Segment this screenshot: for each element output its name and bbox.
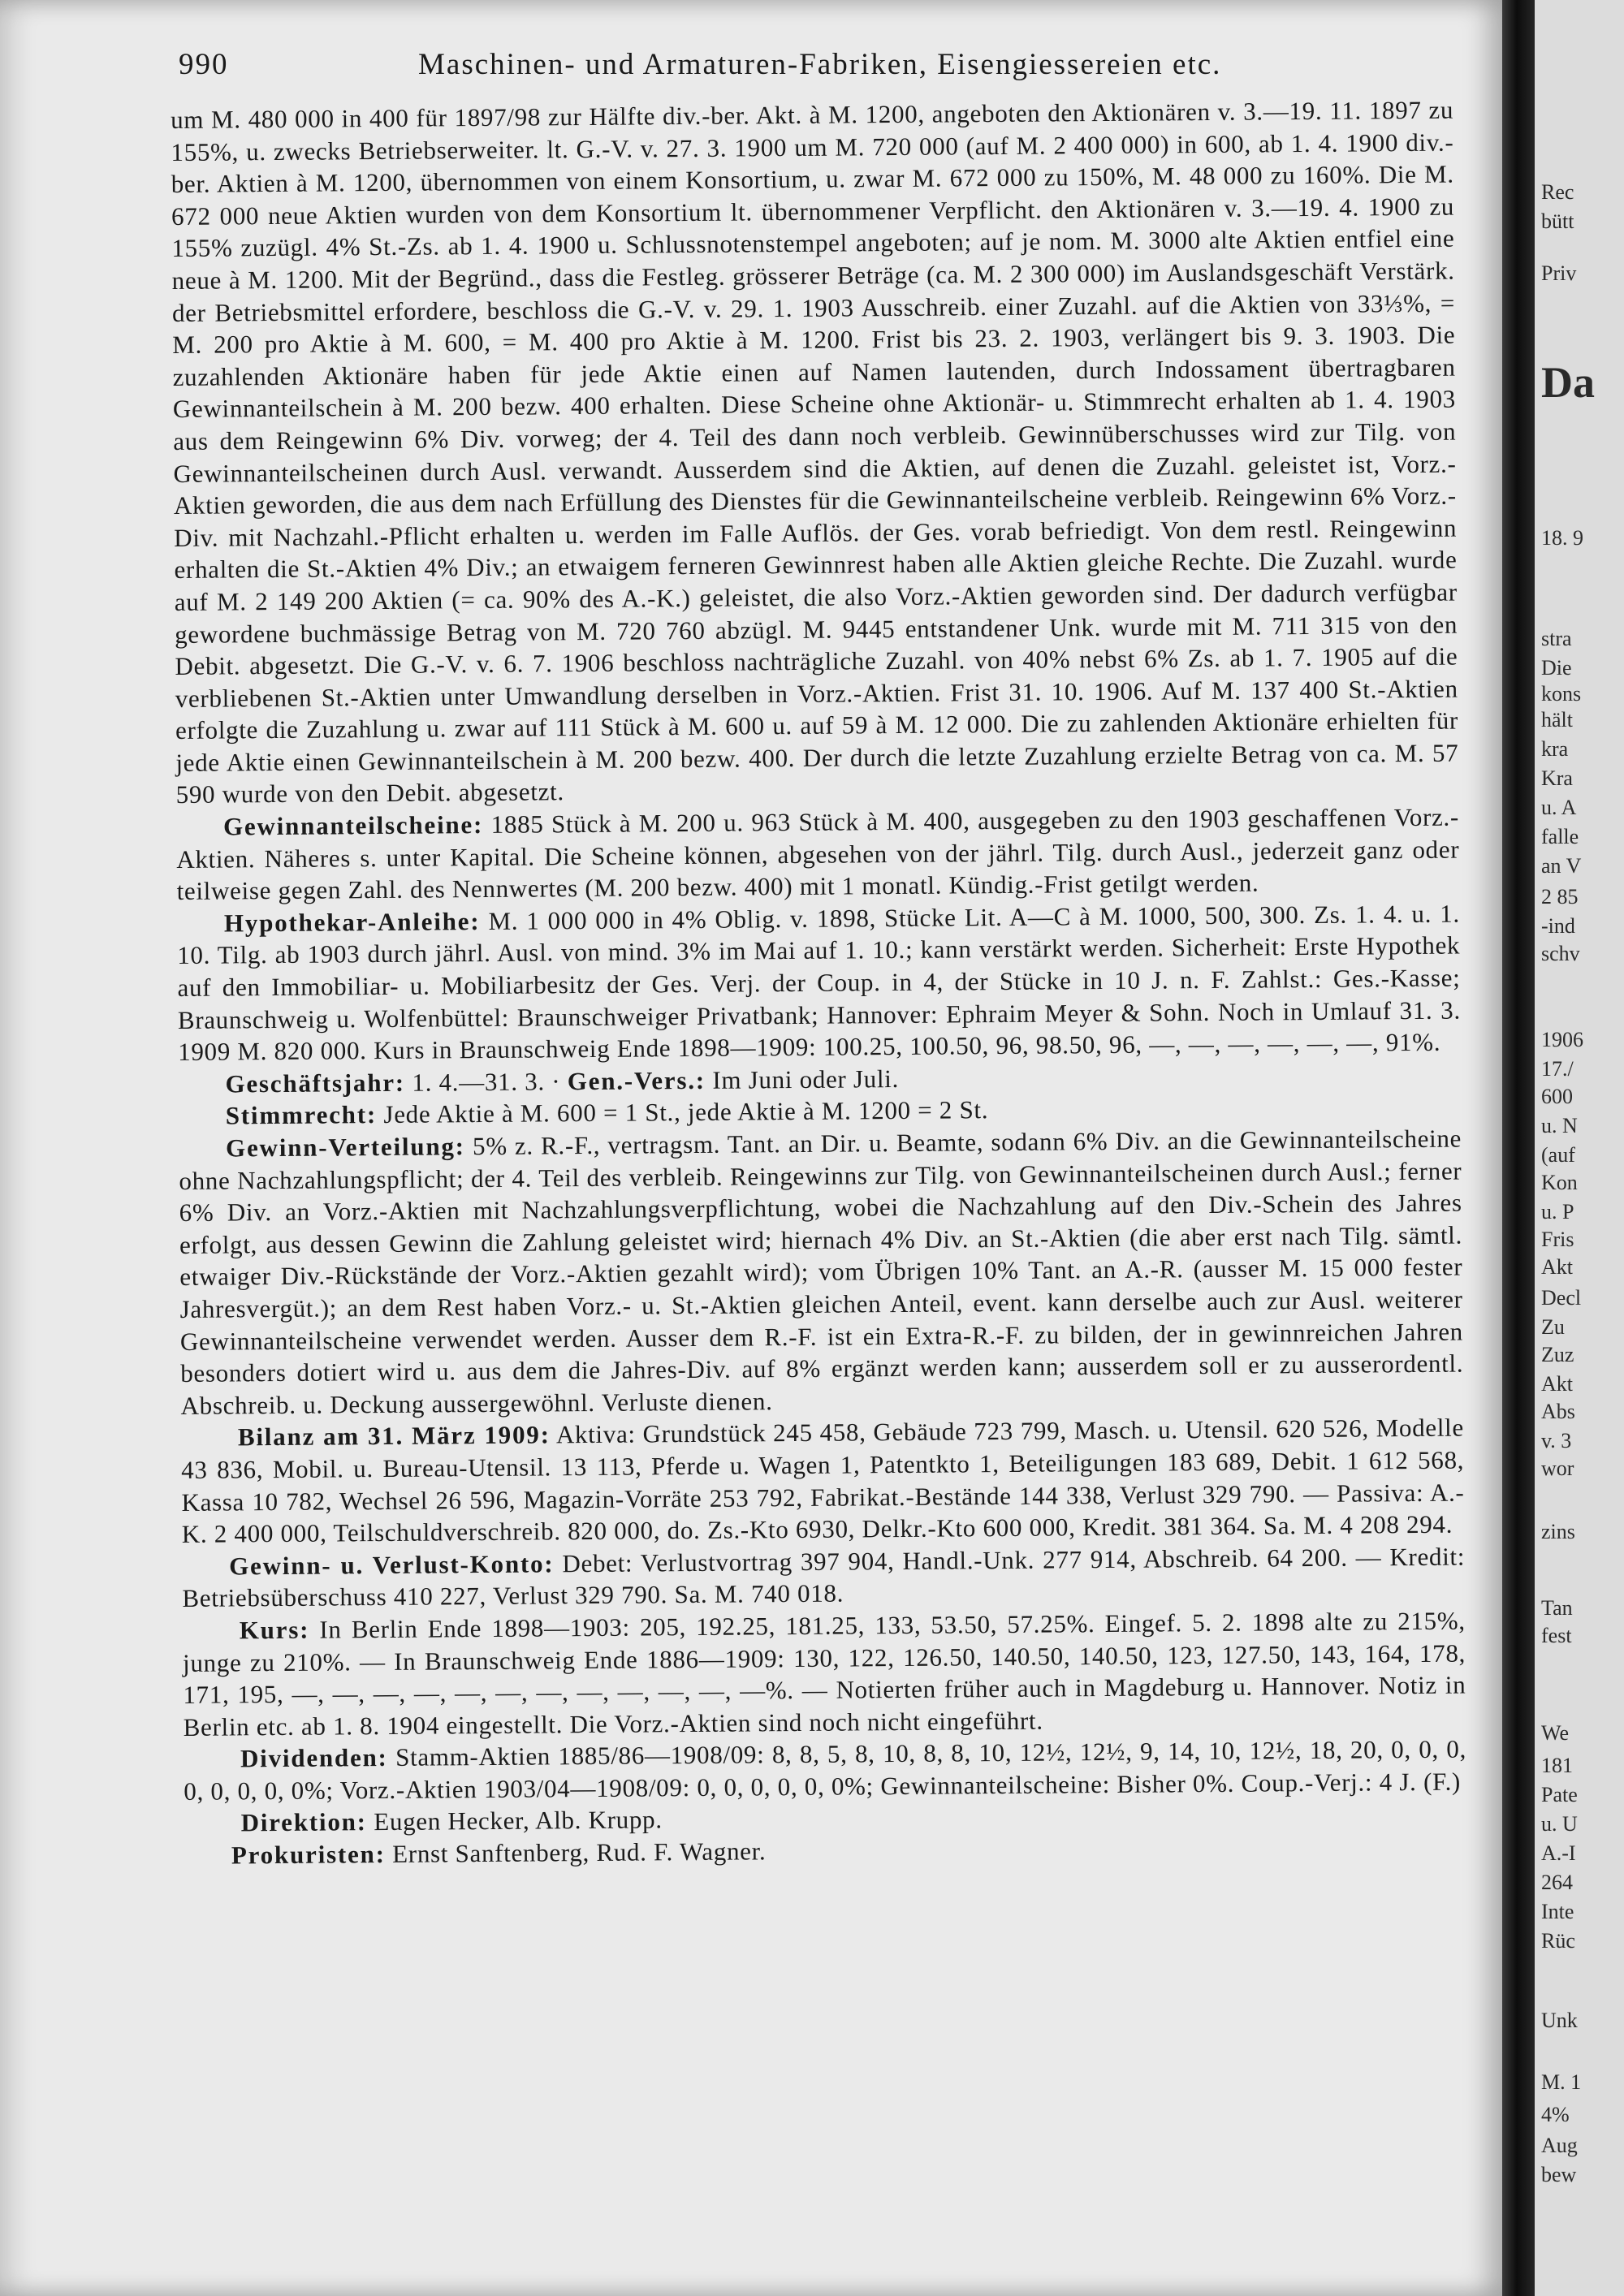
section-text: Stamm-Aktien 1885/86—1908/09: 8, 8, 5, 8, 10, 8, 8, 10, 12½, 12½, 9, 14, 10, 12½, 18, 20, 0, 0, 0, 0, 0, 0, 0, 0%; Vorz.-Aktien 1903/04—1908/09: 0, 0, 0, 0, 0, 0%; Gewinnanteilscheine: Bisher 0%. Coup.-Verj.: 4 J. (F.) bbox=[184, 1734, 1467, 1806]
section-text: Debet: Verlustvortrag 397 904, Handl.-Unk. 277 914, Abschreib. 64 200. — Kredit: Betriebsüberschuss 410 227, Verlust 329 790. Sa. M. 740 018. bbox=[182, 1542, 1466, 1613]
section-text: M. 1 000 000 in 4% Oblig. v. 1898, Stücke Lit. A—C à M. 1000, 500, 300. Zs. 1. 4. u. 1. 10. Tilg. ab 1903 durch jährl. Ausl. von mind. 3% im Mai auf 1. 10.; kann verstärkt werden. Sicherheit: Erste Hypothek auf den Immobiliar- u. Mobiliarbesitz der Ges. Verj. der Coup. in 4, der Stücke in 10 J. n. F. Zahlst.: Ges.-Kasse; Braunschweig u. Wolfenbüttel: Braunschweiger Privatbank; Hannover: Ephraim Meyer & Sohn. Noch in Umlauf 31. 3. 1909 M. 820 000. Kurs in Braunschweig Ende 1898—1909: 100.25, 100.50, 96, 98.50, 96, —, —, —, —, —, —, 91%. bbox=[177, 899, 1461, 1067]
section-label: Gewinnanteilscheine: bbox=[222, 810, 484, 841]
entry-section bbox=[182, 1540, 1466, 1615]
section-label: Stimmrecht: bbox=[225, 1100, 378, 1130]
adjacent-page-fragment: v. 3 bbox=[1541, 1429, 1572, 1452]
adjacent-page-fragment: Tan bbox=[1541, 1596, 1573, 1620]
adjacent-page-fragment: 600 bbox=[1541, 1085, 1573, 1108]
section-label: Kurs: bbox=[239, 1615, 310, 1645]
entry-section bbox=[176, 801, 1460, 908]
adjacent-page-fragment: Da bbox=[1541, 358, 1595, 407]
section-label: Gen.-Vers.: bbox=[567, 1065, 706, 1096]
adjacent-page-fragment: Pate bbox=[1541, 1783, 1578, 1806]
adjacent-page-fragment: 18. 9 bbox=[1541, 526, 1583, 550]
book-gutter bbox=[1502, 0, 1535, 2296]
section-label: Geschäftsjahr: bbox=[225, 1068, 406, 1098]
adjacent-page-fragment: We bbox=[1541, 1721, 1569, 1745]
entry-section bbox=[183, 1604, 1466, 1743]
section-label: Prokuristen: bbox=[231, 1840, 386, 1870]
adjacent-page-fragment: A.-I bbox=[1541, 1841, 1576, 1865]
adjacent-page-fragment: Die bbox=[1541, 656, 1572, 680]
adjacent-page-fragment: Rec bbox=[1541, 180, 1574, 204]
adjacent-page-fragment: bütt bbox=[1541, 209, 1574, 233]
entry-body bbox=[171, 94, 1467, 1872]
adjacent-page-fragment: u. U bbox=[1541, 1812, 1578, 1836]
adjacent-page-fragment: bew bbox=[1541, 2163, 1577, 2186]
section-text: Ernst Sanftenberg, Rud. F. Wagner. bbox=[385, 1836, 767, 1869]
adjacent-page-fragment: Abs bbox=[1541, 1400, 1575, 1423]
adjacent-page-fragment: Decl bbox=[1541, 1286, 1582, 1310]
section-text: Eugen Hecker, Alb. Krupp. bbox=[366, 1805, 663, 1836]
section-text: 5% z. R.-F., vertragsm. Tant. an Dir. u. Beamte, sodann 6% Div. an die Gewinnanteilscheine ohne Nachzahlungspflicht; der 4. Teil des verbleib. Reingewinns zur Tilg. von Gewinnanteilscheinen durch Ausl.; ferner 6% Div. an Vorz.-Aktien mit Nachzahlungsverpflichtung, wobei die Nachzahlung auf den Div.-Schein des Jahres erfolgt, aus dessen Gewinn die Zahlung geleistet wird; hiernach 4% Div. an St.-Aktien (die aber erst nach Tilg. sämtl. etwaiger Div.-Rückstände der Vorz.-Aktien gezahlt wird); vom Übrigen 10% Tant. an A.-R. (ausser M. 15 000 fester Jahresvergüt.); an dem Rest haben Vorz.- u. St.-Aktien gleichen Anteil, event. kann derselbe auch zur Ausl. weiterer Gewinnanteilscheine verwendet werden. Ausser dem R.-F. ist ein Extra-R.-F. zu bilden, der in gewinnreichen Jahren besonders dotiert wird u. aus dem die Jahres-Div. auf 8% ergänzt werden kann; ausserdem soll er zu ausserordentl. Abschreib. u. Deckung aussergewöhnl. Verluste dienen. bbox=[179, 1124, 1464, 1420]
adjacent-page-fragment: M. 1 bbox=[1541, 2070, 1582, 2094]
adjacent-page-fragment: Fris bbox=[1541, 1228, 1574, 1251]
section-label: Dividenden: bbox=[240, 1743, 388, 1773]
section-text: Im Juni oder Juli. bbox=[705, 1064, 900, 1094]
entry-section bbox=[184, 1733, 1467, 1808]
adjacent-page-fragment: zins bbox=[1541, 1520, 1575, 1543]
adjacent-page-fragment: Akt bbox=[1541, 1372, 1573, 1396]
adjacent-page-fragment: Kon bbox=[1541, 1171, 1578, 1194]
adjacent-page-fragment: Kra bbox=[1541, 766, 1573, 790]
adjacent-page-fragment: 1906 bbox=[1541, 1028, 1583, 1051]
adjacent-page-fragment: kons bbox=[1541, 682, 1582, 706]
adjacent-page-fragment: Priv bbox=[1541, 261, 1577, 285]
section-label: Direktion: bbox=[240, 1807, 367, 1837]
adjacent-page-fragment: 17./ bbox=[1541, 1057, 1574, 1081]
adjacent-page-fragment: 264 bbox=[1541, 1871, 1573, 1894]
adjacent-page-fragment: 181 bbox=[1541, 1754, 1573, 1777]
section-text: 1885 Stück à M. 200 u. 963 Stück à M. 400, ausgegeben zu den 1903 geschaffenen Vorz.-Aktien. Näheres s. unter Kapital. Die Scheine können, abgesehen von der jährl. Tilg. durch Ausl., jederzeit ganz oder teilweise gegen Zahl. des Nennwertes (M. 200 bezw. 400) mit 1 monatl. Kündig.-Frist getilgt werden. bbox=[176, 802, 1460, 906]
adjacent-page-fragment: wor bbox=[1541, 1457, 1574, 1480]
adjacent-page-fragment: falle bbox=[1541, 825, 1579, 848]
adjacent-page-fragment: 2 85 bbox=[1541, 885, 1579, 908]
adjacent-page-edge bbox=[1535, 0, 1624, 2296]
capital-history-paragraph: um M. 480 000 in 400 für 1897/98 zur Hälfte div.-ber. Akt. à M. 1200, angeboten den Aktionären v. 3.—19. 11. 1897 zu 155%, u. zwecks Betriebserweiter. lt. G.-V. v. 27. 3. 1900 um M. 720 000 (auf M. 2 400 000) in 600, ab 1. 4. 1900 div.-ber. Aktien à M. 1200, übernommen von einem Konsortium, u. zwar M. 672 000 zu 150%, M. 48 000 zu 160%. Die M. 672 000 neue Aktien wurden von dem Konsortium lt. übernommener Verpflicht. den Aktionären v. 3.—19. 4. 1900 zu 155% zuzügl. 4% St.-Zs. ab 1. 4. 1900 u. Schlussnotenstempel angeboten; auf je nom. M. 3000 alte Aktien entfiel eine neue à M. 1200. Mit der Begründ., dass die Festleg. grösserer Beträge (ca. M. 2 300 000) im Auslandsgeschäft Verstärk. der Betriebsmittel erfordere, beschloss die G.-V. v. 29. 1. 1903 Ausschreib. einer Zuzahl. auf die Aktien von 33⅓%, = M. 200 pro Aktie à M. 600, = M. 400 pro Aktie à M. 1200. Frist bis 23. 2. 1903, verlängert bis 9. 3. 1903. Die zuzahlenden Aktionäre haben für jede Aktie einen auf Namen lautenden, durch Indossament übertragbaren Gewinnanteilschein à M. 200 bezw. 400 erhalten. Diese Scheine ohne Aktionär- u. Stimmrecht erhalten ab 1. 4. 1903 aus dem Reingewinn 6% Div. vorweg; der 4. Teil des dann noch verbleib. Gewinnüberschusses wird zur Tilg. von Gewinnanteilscheinen durch Ausl. verwandt. Ausserdem sind die Aktien, auf denen die Zuzahl. geleistet ist, Vorz.-Aktien geworden, die aus dem nach Erfüllung des Dienstes für die Gewinnanteilscheine verbleib. Reingewinn 6% Vorz.-Div. mit Nachzahl.-Pflicht erhalten u. werden im Falle Auflös. der Ges. vorab befriedigt. Von dem restl. Reingewinn erhalten die St.-Aktien 4% Div.; an etwaigem ferneren Gewinnrest haben alle Aktien gleiche Rechte. Die Zuzahl. wurde auf M. 2 149 200 Aktien (= ca. 90% des A.-K.) geleistet, die also Vorz.-Aktien geworden sind. Der dadurch verfügbar gewordene buchmässige Betrag von M. 720 760 abzügl. M. 9445 entstandener Unk. wurde mit M. 711 315 von den Debit. abgesetzt. Die G.-V. v. 6. 7. 1906 beschloss nachträgliche Zuzahl. von 40% nebst 6% Zs. ab 1. 7. 1905 auf die verbliebenen St.-Aktien unter Umwandlung derselben in Vorz.-Aktien. Frist 31. 10. 1906. Auf M. 137 400 St.-Aktien erfolgte die Zuzahlung u. zwar auf 111 Stück à M. 600 u. auf 59 à M. 12 000. Die zu zahlenden Aktionäre erhielten für jede Aktie einen Gewinnanteilschein à M. 200 bezw. 400. Der durch die letzte Zuzahlung erzielte Betrag von ca. M. 57 590 wurde von den Debit. abgesetzt. bbox=[171, 95, 1459, 809]
page-header bbox=[171, 47, 1502, 88]
entry-section: Geschäftsjahr: 1. 4.—31. 3. · Gen.-Vers.: Im Juni oder Juli. bbox=[225, 1064, 900, 1098]
section-text: 1. 4.—31. 3. bbox=[404, 1067, 545, 1097]
adjacent-page-fragment: hält bbox=[1541, 708, 1573, 732]
page-number: 990 bbox=[179, 48, 229, 81]
section-label: Gewinn- u. Verlust-Konto: bbox=[229, 1549, 555, 1581]
section-text: Jede Aktie à M. 600 = 1 St., jede Aktie à M. 1200 = 2 St. bbox=[376, 1095, 989, 1129]
section-text: Aktiva: Grundstück 245 458, Gebäude 723 799, Masch. u. Utensil. 620 526, Modelle 43 836, Mobil. u. Bureau-Utensil. 13 113, Pferde u. Wagen 1, Patentkto 1, Beteiligungen 183 689, Debit. 1 612 568, Kassa 10 782, Wechsel 26 596, Magazin-Vorräte 253 792, Fabrikat.-Bestände 144 338, Verlust 329 790. — Passiva: A.-K. 2 400 000, Teilschuldverschreib. 820 000, do. Zs.-Kto 6930, Delkr.-Kto 600 000, Kredit. 381 364. Sa. M. 4 208 294. bbox=[181, 1413, 1465, 1549]
adjacent-page-fragment: u. N bbox=[1541, 1114, 1578, 1137]
adjacent-page-fragment: an V bbox=[1541, 854, 1582, 878]
entry-section bbox=[179, 1123, 1464, 1422]
adjacent-page-fragment: Zu bbox=[1541, 1315, 1565, 1339]
adjacent-page-fragment: Zuz bbox=[1541, 1343, 1574, 1366]
adjacent-page-fragment: Akt bbox=[1541, 1255, 1573, 1279]
adjacent-page-fragment: 4% bbox=[1541, 2103, 1570, 2126]
entry-section bbox=[181, 1412, 1465, 1551]
running-head: Maschinen- und Armaturen-Fabriken, Eisengiessereien etc. bbox=[418, 48, 1222, 81]
adjacent-page-fragment: Rüc bbox=[1541, 1929, 1575, 1953]
adjacent-page-fragment: Inte bbox=[1541, 1900, 1574, 1923]
adjacent-page-fragment: fest bbox=[1541, 1624, 1572, 1647]
section-label: Gewinn-Verteilung: bbox=[225, 1132, 465, 1163]
adjacent-page-fragment: u. A bbox=[1541, 796, 1577, 819]
section-text: In Berlin Ende 1898—1903: 205, 192.25, 181.25, 133, 53.50, 57.25%. Eingef. 5. 2. 1898 alte zu 215%, junge zu 210%. — In Braunschweig Ende 1886—1909: 130, 122, 126.50, 140.50, 140.50, 123, 127.50, 143, 164, 178, 171, 195, —, —, —, —, —, —, —, —, —, —, —, —%. — Notierten früher auch in Magdeburg u. Hannover. Notiz in Berlin etc. ab 1. 8. 1904 eingestellt. Die Vorz.-Aktien sind noch nicht eingeführt. bbox=[182, 1606, 1466, 1741]
section-label: Hypothekar-Anleihe: bbox=[223, 906, 481, 938]
section-label: Bilanz am 31. März 1909: bbox=[237, 1420, 551, 1452]
adjacent-page-fragment: u. P bbox=[1541, 1200, 1574, 1224]
adjacent-page-fragment: stra bbox=[1541, 627, 1572, 650]
adjacent-page-fragment: kra bbox=[1541, 737, 1569, 761]
adjacent-page-fragment: -ind bbox=[1541, 914, 1575, 938]
adjacent-page-fragment: (auf bbox=[1541, 1143, 1575, 1167]
entry-section bbox=[177, 897, 1462, 1068]
adjacent-page-fragment: schv bbox=[1541, 942, 1580, 965]
adjacent-page-fragment: Unk bbox=[1541, 2009, 1578, 2032]
adjacent-page-fragment: Aug bbox=[1541, 2134, 1578, 2157]
